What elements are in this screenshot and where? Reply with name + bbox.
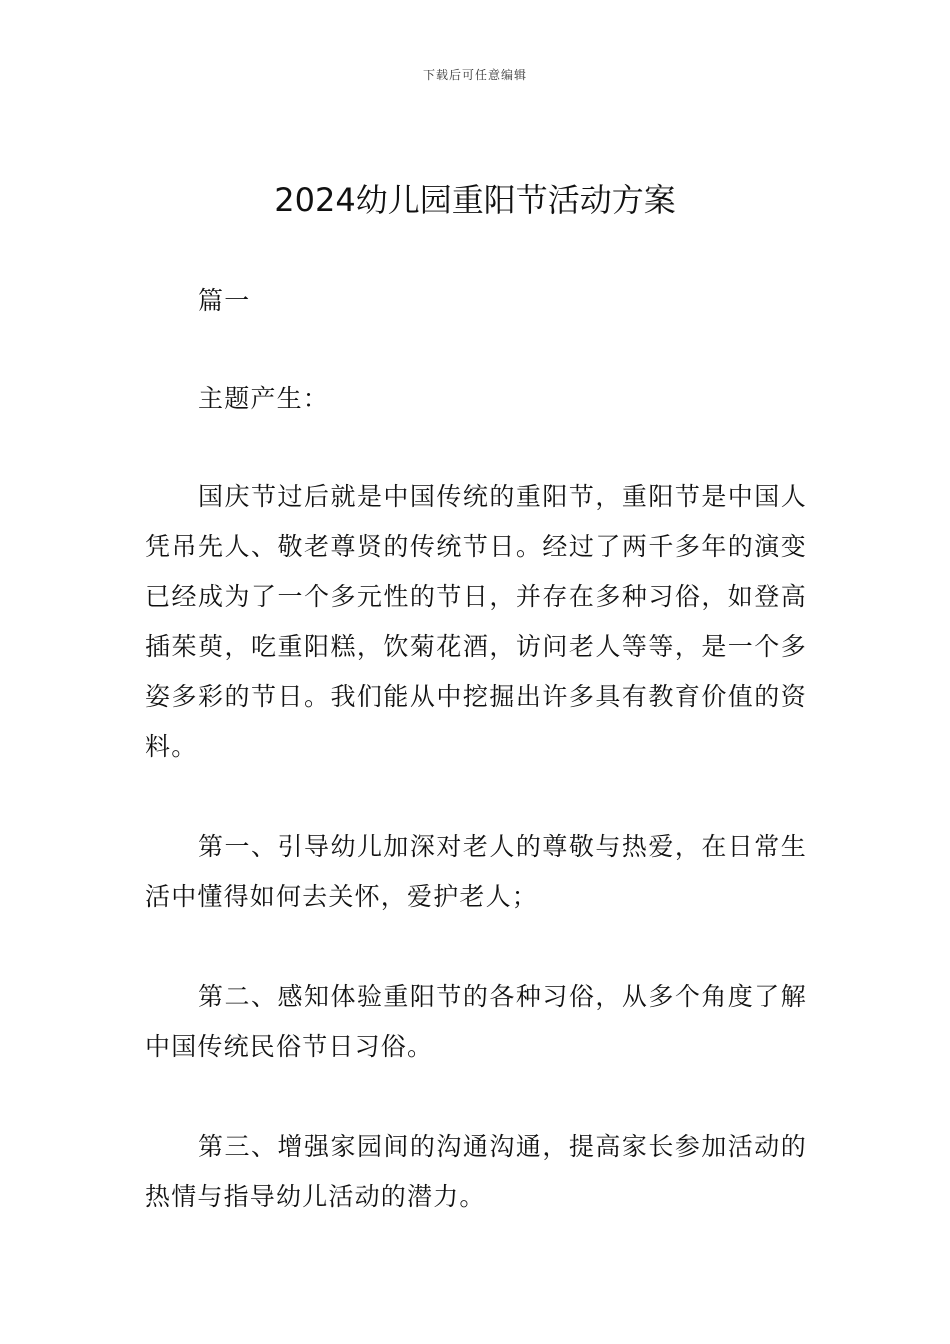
intro-paragraph: 国庆节过后就是中国传统的重阳节，重阳节是中国人凭吊先人、敬老尊贤的传统节日。经过了两千多年的演变已经成为了一个多元性的节日，并存在多种习俗，如登高插茱萸，吃重阳糕，饮菊花酒，访问老人等等，是一个多姿多彩的节日。我们能从中挖掘出许多具有教育价值的资料。 [145,482,807,761]
goal-paragraph-2: 第二、感知体验重阳节的各种习俗，从多个角度了解中国传统民俗节日习俗。 [145,982,807,1061]
page-header-note: 下载后可任意编辑 [422,68,527,82]
section-label: 篇一 [198,286,251,315]
goal-paragraph-1: 第一、引导幼儿加深对老人的尊敬与热爱，在日常生活中懂得如何去关怀，爱护老人； [145,832,807,911]
topic-heading: 主题产生： [198,384,330,413]
document-title: 2024幼儿园重阳节活动方案 [274,181,676,219]
goal-paragraph-3: 第三、增强家园间的沟通沟通，提高家长参加活动的热情与指导幼儿活动的潜力。 [145,1132,807,1211]
